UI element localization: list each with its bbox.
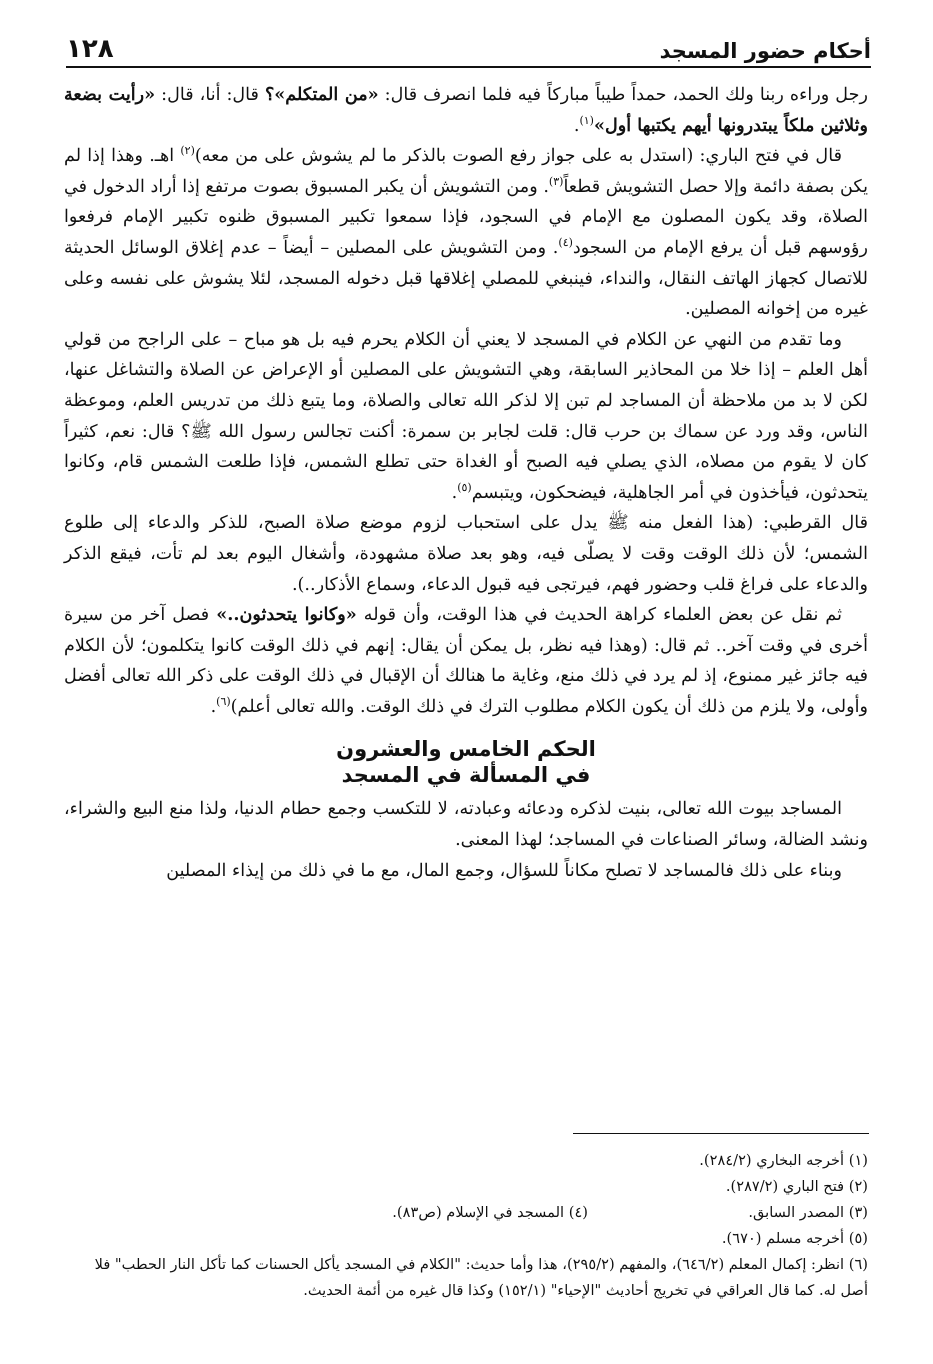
footnote-3: (٣) المصدر السابق. [748, 1204, 868, 1221]
footnote-6: (٦) انظر: إكمال المعلم (٦٤٦/٢)، والمفهم (٢٩٥/٢)، هذا وأما حديث: "الكلام في المسجد يأكل الحسنات كما تأكل النار الحطب" فلا أصل له. كما قال العراقي في تخريج أحاديث "الإحياء" (١٥٢/١) وكذا قال غيره من أئمة الحديث. [94, 1256, 868, 1299]
paragraph-7: وبناء على ذلك فالمساجد لا تصلح مكاناً للسؤال، وجمع المال، مع ما في ذلك من إيذاء المصلين [166, 860, 842, 881]
hadith-quote: «وكانوا يتحدثون..» [216, 604, 357, 626]
footnote-1: (١) أخرجه البخاري (٢٨٤/٢). [699, 1152, 868, 1169]
footnote-ref: (١) [579, 113, 594, 127]
paragraph-4: قال القرطبي: (هذا الفعل منه ﷺ يدل على استحباب لزوم موضع صلاة الصبح، للذكر والدعاء إلى طلوع الشمس؛ لأن ذلك الوقت وقت لا يصلّى فيه، وهو بعد صلاة مشهودة، وأشغال اليوم بعد لم تأت، فيقع الذكر والدعاء على فراغ قلب وحضور فهم، فيرتجى فيه قبول الدعاء، وسماع الأذكار..). [64, 513, 868, 595]
footnote-ref: (٦) [216, 695, 231, 709]
footnote-divider [573, 1133, 869, 1134]
footnote-ref: (٢) [180, 144, 195, 158]
paragraph-6: المساجد بيوت الله تعالى، بنيت لذكره ودعائه وعبادته، لا للتكسب وجمع حطام الدنيا، ولذا منع البيع والشراء، ونشد الضالة، وسائر الصناعات في المساجد؛ لهذا المعنى. [64, 799, 868, 851]
section-heading-line-1: الحكم الخامس والعشرون [336, 737, 596, 762]
running-title: أحكام حضور المسجد [659, 39, 871, 63]
hadith-quote: «من المتكلم»؟ [264, 84, 379, 105]
paragraph-3: وما تقدم من النهي عن الكلام في المسجد لا يعني أن الكلام يحرم فيه بل هو مباح – على الراجح من قولي أهل العلم – إذا خلا من المحاذير السابقة، وهي التشويش على المصلين أو الإعراض عن الصلاة والتشاغل عنها، لكن لا بد من ملاحظة أن المساجد لم تبن إلا لذكر الله تعالى والصلاة، وما يتبع ذلك من تدريس العلم، وموعظة الناس، وقد ورد عن سماك بن حرب قال: قلت لجابر بن سمرة: أكنت تجالس رسول الله ﷺ؟ قال: نعم، كثيراً كان لا يقوم من مصلاه، الذي يصلي فيه الصبح أو الغداة حتى تطلع الشمس، فإذا طلعت الشمس قام، وكانوا يتحدثون، فيأخذون في أمر الجاهلية، فيضحكون، ويتبسم$^{(٥)}$. [64, 329, 869, 503]
footnote-ref: (٤) [558, 236, 573, 250]
paragraph-2: قال في فتح الباري: (استدل به على جواز رفع الصوت بالذكر ما لم يشوش على من معه)$^{(٢)}$ اهـ. وهذا إذا لم يكن بصفة دائمة وإلا حصل التشويش قطعاً$^{(٣)}$. ومن التشويش أن يكبر المسبوق بصوت مرتفع إذا أراد الدخول في الصلاة، وقد يكون المصلون مع الإمام في السجود، فإذا سمعوا تكبير المسبوق ظنوه تكبير الإمام فرفعوا رؤوسهم قبل أن يرفع الإمام من السجود$^{(٤)}$. ومن التشويش على المصلين – أيضاً – عدم إغلاق الوسائل الحديثة للاتصال كجهاز الهاتف النقال، والنداء، فينبغي للمصلي إغلاقها قبل دخوله المسجد، لئلا يشوش على نفسه وعلى غيره من إخوانه المصلين. [64, 144, 868, 320]
page-number: ١٢٨ [66, 34, 114, 64]
footnote-4: (٤) المسجد في الإسلام (ص٨٣). [392, 1204, 588, 1221]
section-heading-line-2: في المسألة في المسجد [341, 763, 591, 788]
footnote-5: (٥) أخرجه مسلم (٦٧٠). [721, 1230, 868, 1247]
hadith-quote: «رأيت بضعة وثلاثين ملكاً يبتدرونها أيهم يكتبها أول» [64, 84, 868, 136]
footnote-row [64, 1200, 868, 1226]
footnote-2: (٢) فتح الباري (٢٨٧/٢). [725, 1178, 868, 1195]
footnote-ref: (٣) [548, 174, 564, 188]
section-heading [64, 736, 868, 788]
paragraph-5: ثم نقل عن بعض العلماء كراهة الحديث في هذا الوقت، وأن قوله «وكانوا يتحدثون..» فصل آخر من سيرة أخرى في وقت آخر.. ثم قال: (وهذا فيه نظر، بل يمكن أن يقال: إنهم في ذلك الوقت كانوا يتكلمون؛ لأن الكلام فيه جائز غير ممنوع، إذ لم يرد في ذلك منع، وغاية ما هنالك أن الإقبال في ذلك الوقت على ذكر الله تعالى أفضل وأولى، ولا يلزم من ذلك أن يكون الكلام مطلوب الترك في ذلك الوقت. والله تعالى أعلم)$^{(٦)}$. [64, 604, 868, 717]
page-header [66, 30, 871, 68]
footnotes [64, 1148, 868, 1304]
main-text [64, 80, 868, 886]
paragraph-1: رجل وراءه ربنا ولك الحمد، حمداً طيباً مباركاً فيه فلما انصرف قال: «من المتكلم»؟ قال: أنا، قال: «رأيت بضعة وثلاثين ملكاً يبتدرونها أيهم يكتبها أول»$^{(١)}$. [64, 84, 868, 136]
footnote-ref: (٥) [457, 480, 472, 494]
